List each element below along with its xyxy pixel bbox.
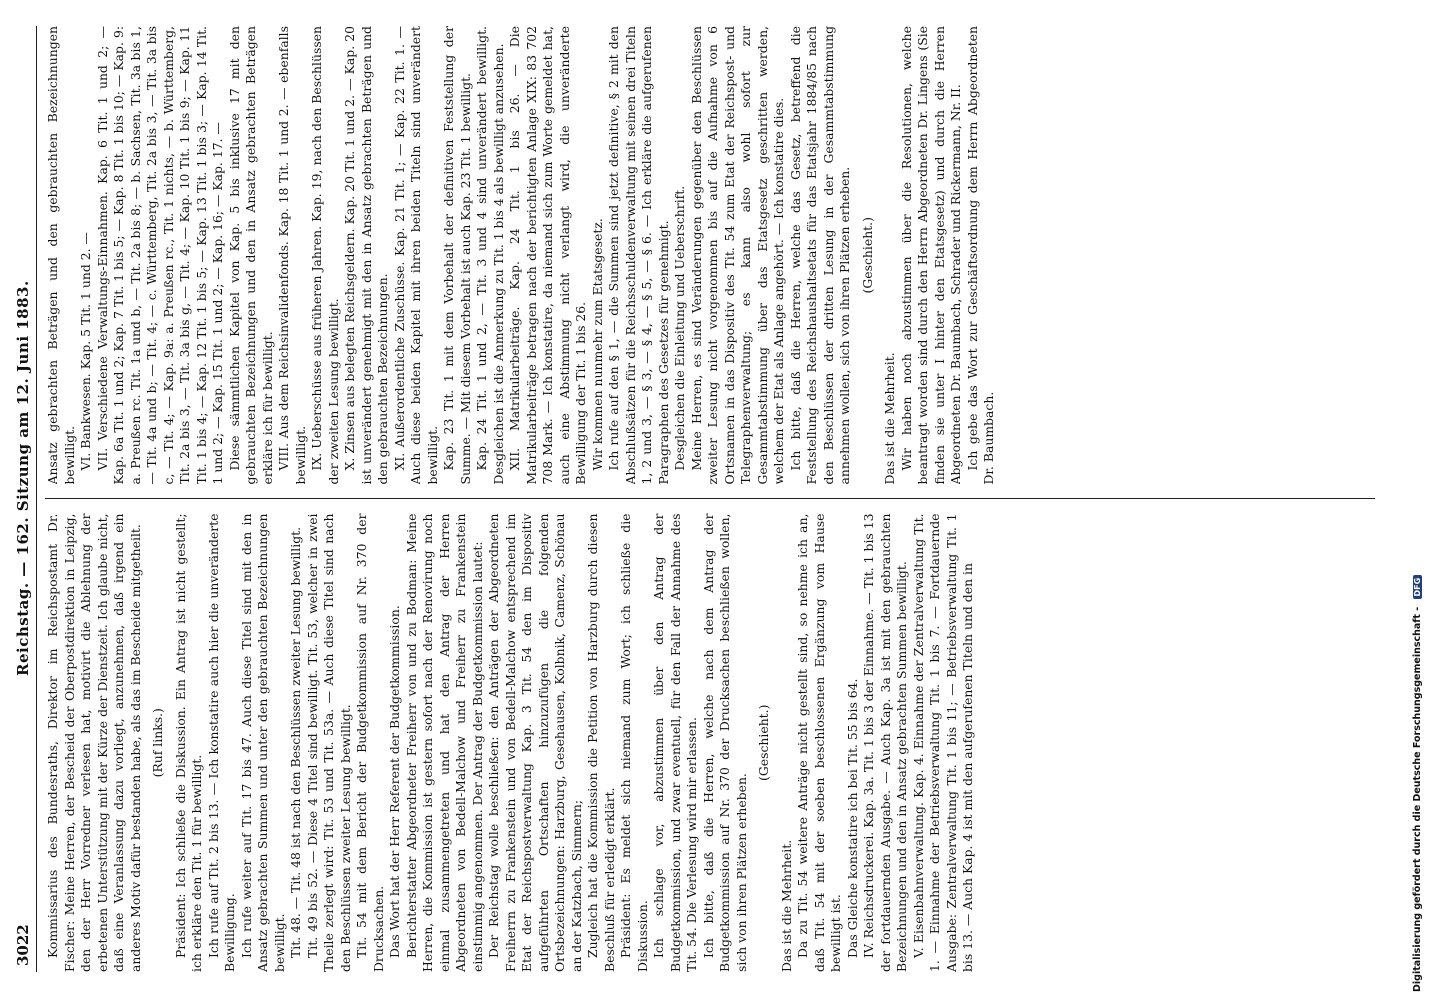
paragraph: Das ist die Mehrheit. bbox=[882, 352, 897, 485]
page-header bbox=[14, 26, 37, 972]
paragraph: Ich rufe weiter auf Tit. 17 bis 47. Auch diese Titel sind mit den in Ansatz gebrachten Summen und unter den gebrauchten Bezeichnungen bewilligt. bbox=[238, 513, 287, 972]
paragraph: VIII. Aus dem Reichsinvalidenfonds. Kap. 18 Tit. 1 und 2. — ebenfalls bewilligt. bbox=[276, 26, 308, 485]
paragraph: Wir haben noch abzustimmen über die Resolutionen, welche beantragt worden sind durch den Herrn Abgeordneten Dr. Lingens (Sie finden sie unter I hinter den Etatsgesetz) und durch die Herren Abgeordneten Dr. Baumbach, Schrader und Rickermann, Nr. II. bbox=[898, 26, 963, 485]
paragraph: Der Reichstag wolle beschließen: den Anträgen der Abgeordneten Freiherrn zu Frankenstein und von Bedell-Malchow entsprechend im Etat der Reichspostverwaltung Kap. 3 Tit. 54 den im Dispositiv aufgeführten Ortschaften hinzuzufügen die folgenden Ortsbezeichnungen: Harzburg, Gesehausen, Kolbnik, Camenz, Schönau an der Katzbach, Simmern; bbox=[486, 513, 584, 972]
paragraph: XI. Außerordentliche Zuschüsse. Kap. 21 Tit. 1; — Kap. 22 Tit. 1. — Auch diese beiden Kapitel mit ihren beiden Titeln sind unverändert bewilligt. bbox=[391, 26, 440, 485]
paragraph: Ich bitte, daß die Herren, welche nach dem Antrag der Budgetkommission auf Nr. 370 der Drucksachen beschließen wollen, sich von ihren Plätzen erheben. bbox=[700, 513, 749, 972]
paragraph: Das ist die Mehrheit. bbox=[778, 839, 794, 972]
column-right bbox=[45, 26, 1375, 485]
page-title: Reichstag. — 162. Sitzung am 12. Juni 1883. bbox=[14, 280, 32, 676]
paragraph: Ich gebe das Wort zur Geschäftsordnung dem Herrn Abgeordneten Dr. Baumbach. bbox=[964, 26, 996, 485]
paragraph: Ich bitte, daß die Herren, welche das Gesetz, betreffend die Feststellung des Reichshaushaltsetats für das Etatsjahr 1884/85 nach den Beschlüssen der dritten Lesung in der Gesammtabstimmung annehmen wollen, sich von ihren Plätzen erheben. bbox=[787, 26, 852, 485]
paragraph: VI. Bankwesen. Kap. 5 Tit. 1 und 2. — bbox=[78, 232, 93, 471]
paragraph: Kommissarius des Bundesraths, Direktor im Reichspostamt Dr. Fischer: Meine Herren, der Bescheid der Oberpostdirektion in Leipzig, den der Herr Vorredner verlesen hat, motivirt die Ablehnung der erbetenen Unterstützung mit der Kürze der Dienstzeit. Ich glaube nicht, daß eine Veranlassung dazu vorliegt, anzunehmen, daß irgend ein anderes Motiv dafür bestanden habe, als das im Bescheide mitgetheilt. bbox=[45, 513, 143, 972]
paragraph: Meine Herren, es sind Veränderungen gegenüber den Beschlüssen zweiter Lesung nicht vorgenommen bis auf die Aufnahme von 6 Ortsnamen in das Dispositiv des Tit. 54 zum Etat der Reichspost- und Telegraphenverwaltung; es kann also wohl sofort zur Gesammtabstimmung über das Etatsgesetz geschritten werden, welchem der Etat als Anlage angehört. — Ich konstatire dies. bbox=[688, 26, 786, 485]
page-number: 3022 bbox=[14, 924, 32, 966]
paragraph: Diese sämmtlichen Kapitel von Kap. 5 bis inklusive 17 mit den gebrauchten Bezeichnungen und den in Ansatz gebrachten Beträgen erkläre ich für bewilligt. bbox=[226, 26, 275, 485]
paragraph: Ich rufe auf Tit. 2 bis 13. — Ich konstatire auch hier die unveränderte Bewilligung. bbox=[205, 513, 237, 972]
paragraph: Präsident: Ich schließe die Diskussion. Ein Antrag ist nicht gestellt; ich erkläre den Tit. 1 für bewilligt. bbox=[172, 513, 204, 972]
paragraph: (Geschieht.) bbox=[756, 704, 771, 781]
paragraph: (Ruf links.) bbox=[150, 708, 165, 778]
credit-text: Digitalisierung gefördert durch die Deutsche Forschungsgemeinschaft - bbox=[1412, 606, 1423, 992]
paragraph: Tit. 49 bis 52. — Diese 4 Titel sind bewilligt. Tit. 53, welcher in zwei Theile zerlegt wird: Tit. 53 und Tit. 53a. — Auch diese Titel sind nach den Beschlüssen zweiter Lesung bewilligt. bbox=[304, 513, 353, 972]
column-divider bbox=[45, 499, 1375, 500]
paragraph: IX. Ueberschüsse aus früheren Jahren. Kap. 19, nach den Beschlüssen der zweiten Lesung bewilligt. bbox=[309, 26, 341, 485]
paragraph: Kap. 24 Tit. 1 und 2, — Tit. 3 und 4 sind unverändert bewilligt. Desgleichen ist die Anmerkung zu Tit. 1 bis 4 als bewilligt anzusehen. bbox=[474, 26, 506, 485]
paragraph: (Geschieht.) bbox=[859, 217, 875, 294]
paragraph: Da zu Tit. 54 weitere Anträge nicht gestellt sind, so nehme ich an, daß Tit. 54 mit der soeben beschlossenen Ergänzung vom Hause bewilligt ist. bbox=[795, 513, 843, 972]
paragraph: Zugleich hat die Kommission die Petition von Harzburg durch diesen Beschluß für erledigt erklärt. bbox=[585, 513, 617, 972]
paragraph: X. Zinsen aus belegten Reichsgeldern. Kap. 20 Tit. 1 und 2. — Kap. 20 ist unverändert genehmigt mit den in Ansatz gebrachten Beträgen und den gebrauchten Bezeichnungen. bbox=[342, 26, 390, 485]
text-columns bbox=[45, 26, 1375, 972]
digitization-credit bbox=[1410, 0, 1432, 1000]
paragraph: Das Gleiche konstatire ich bei Tit. 55 bis 64. bbox=[844, 678, 860, 958]
paragraph: Berichterstatter Abgeordneter Freiherr von und zu Bodman: Meine Herren, die Kommission ist gestern sofort nach der Renovirung noch einmal zusammengetreten und hat den Antrag der Herren Abgeordneten von Bedell-Malchow und Freiherr zu Frankenstein einstimmig angenommen. Der Antrag der Budgetkommission lautet: bbox=[403, 513, 485, 972]
paragraph: IV. Reichsdruckerei. Kap. 3a. Tit. 1 bis 3 der Einnahme. — Tit. 1 bis 13 der fortdauernden Ausgabe. — Auch Kap. 3a ist mit den gebrauchten Bezeichnungen und den in Ansatz gebrachten Summen bewilligt. bbox=[861, 513, 909, 972]
paragraph: VII. Verschiedene Verwaltungs-Einnahmen. Kap. 6 Tit. 1 und 2; — Kap. 6a Tit. 1 und 2; Kap. 7 Tit. 1 bis 5; — Kap. 8 Tit. 1 bis 10; — Kap. 9: a. Preußen rc. Tit. 1a und b, — Tit. 2a bis 8; — b. Sachsen, Tit. 3a bis 1, — Tit. 4a und b; — Tit. 4; — c. Württemberg, Tit. 2a bis 3, — Tit. 3a bis c, — Tit. 4; — Kap. 9a: a. Preußen rc., Tit. 1 nichts, — b. Württemberg, Tit. 2a bis 3, — Tit. 3a bis g, — Tit. 4; — Kap. 10 Tit. 1 bis 9; — Kap. 11 Tit. 1 bis 4; — Kap. 12 Tit. 1 bis 5; — Kap. 13 Tit. 1 bis 3; — Kap. 14 Tit. 1 und 2; — Kap. 15 Tit. 1 und 2; — Kap. 16; — Kap. 17. — bbox=[94, 26, 225, 485]
paragraph: Ansatz gebrachten Beträgen und den gebrauchten Bezeichnungen bewilligt. bbox=[45, 26, 77, 485]
dfg-logo: DFG bbox=[1413, 575, 1422, 600]
paragraph: Desgleichen die Einleitung und Ueberschrift. bbox=[672, 185, 687, 471]
column-left bbox=[45, 514, 1375, 973]
paragraph: Wir kommen nunmehr zum Etatsgesetz. bbox=[589, 218, 605, 471]
paragraph: Präsident: Es meldet sich niemand zum Wort; ich schließe die Diskussion. bbox=[618, 513, 650, 972]
paragraph: Das Wort hat der Herr Referent der Budgetkommission. bbox=[387, 605, 402, 958]
paragraph: Tit. 54 mit dem Bericht der Budgetkommission auf Nr. 370 der Drucksachen. bbox=[354, 513, 386, 972]
paragraph: Ich rufe auf den § 1, — die Summen sind jetzt definitive, § 2 mit den Abschlußsätzen für die Reichsschuldenverwaltung mit seinen drei Titeln 1, 2 und 3, — § 3, — § 4, — § 5, — § 6. — Ich erkläre die aufgerufenen Paragraphen des Gesetzes für genehmigt. bbox=[606, 26, 671, 485]
paragraph: Tit. 48. — Tit. 48 ist nach den Beschlüssen zweiter Lesung bewilligt. bbox=[288, 526, 303, 958]
paragraph: XII. Matrikularbeiträge. Kap. 24 Tit. 1 bis 26. — Die Matrikularbeiträge betragen nach der berichtigten Anlage XIX: 83 702 708 Mark. — Ich konstatire, da niemand sich zum Worte gemeldet hat, auch eine Abstimmung nicht verlangt wird, die unveränderte Bewilligung der Tit. 1 bis 26. bbox=[507, 26, 588, 485]
paragraph: V. Eisenbahnverwaltung. Kap. 4. Einnahme der Zentralverwaltung Tit. 1. — Einnahme der Betriebsverwaltung Tit. 1 bis 7. — Fortdauernde Ausgabe: Zentralverwaltung Tit. 1 bis 11; — Betriebsverwaltung Tit. 1 bis 13. — Auch Kap. 4 ist mit den aufgerufenen Titeln und den in bbox=[910, 513, 975, 972]
paragraph: Kap. 23 Tit. 1 mit dem Vorbehalt der definitiven Feststellung der Summe. — Mit diesem Vorbehalt ist auch Kap. 23 Tit. 1 bewilligt. bbox=[441, 26, 473, 485]
paragraph: Ich schlage vor, abzustimmen über den Antrag der Budgetkommission, und zwar eventuell, für den Fall der Annahme des Tit. 54. Die Verlesung wird mir erlassen. bbox=[651, 513, 699, 972]
